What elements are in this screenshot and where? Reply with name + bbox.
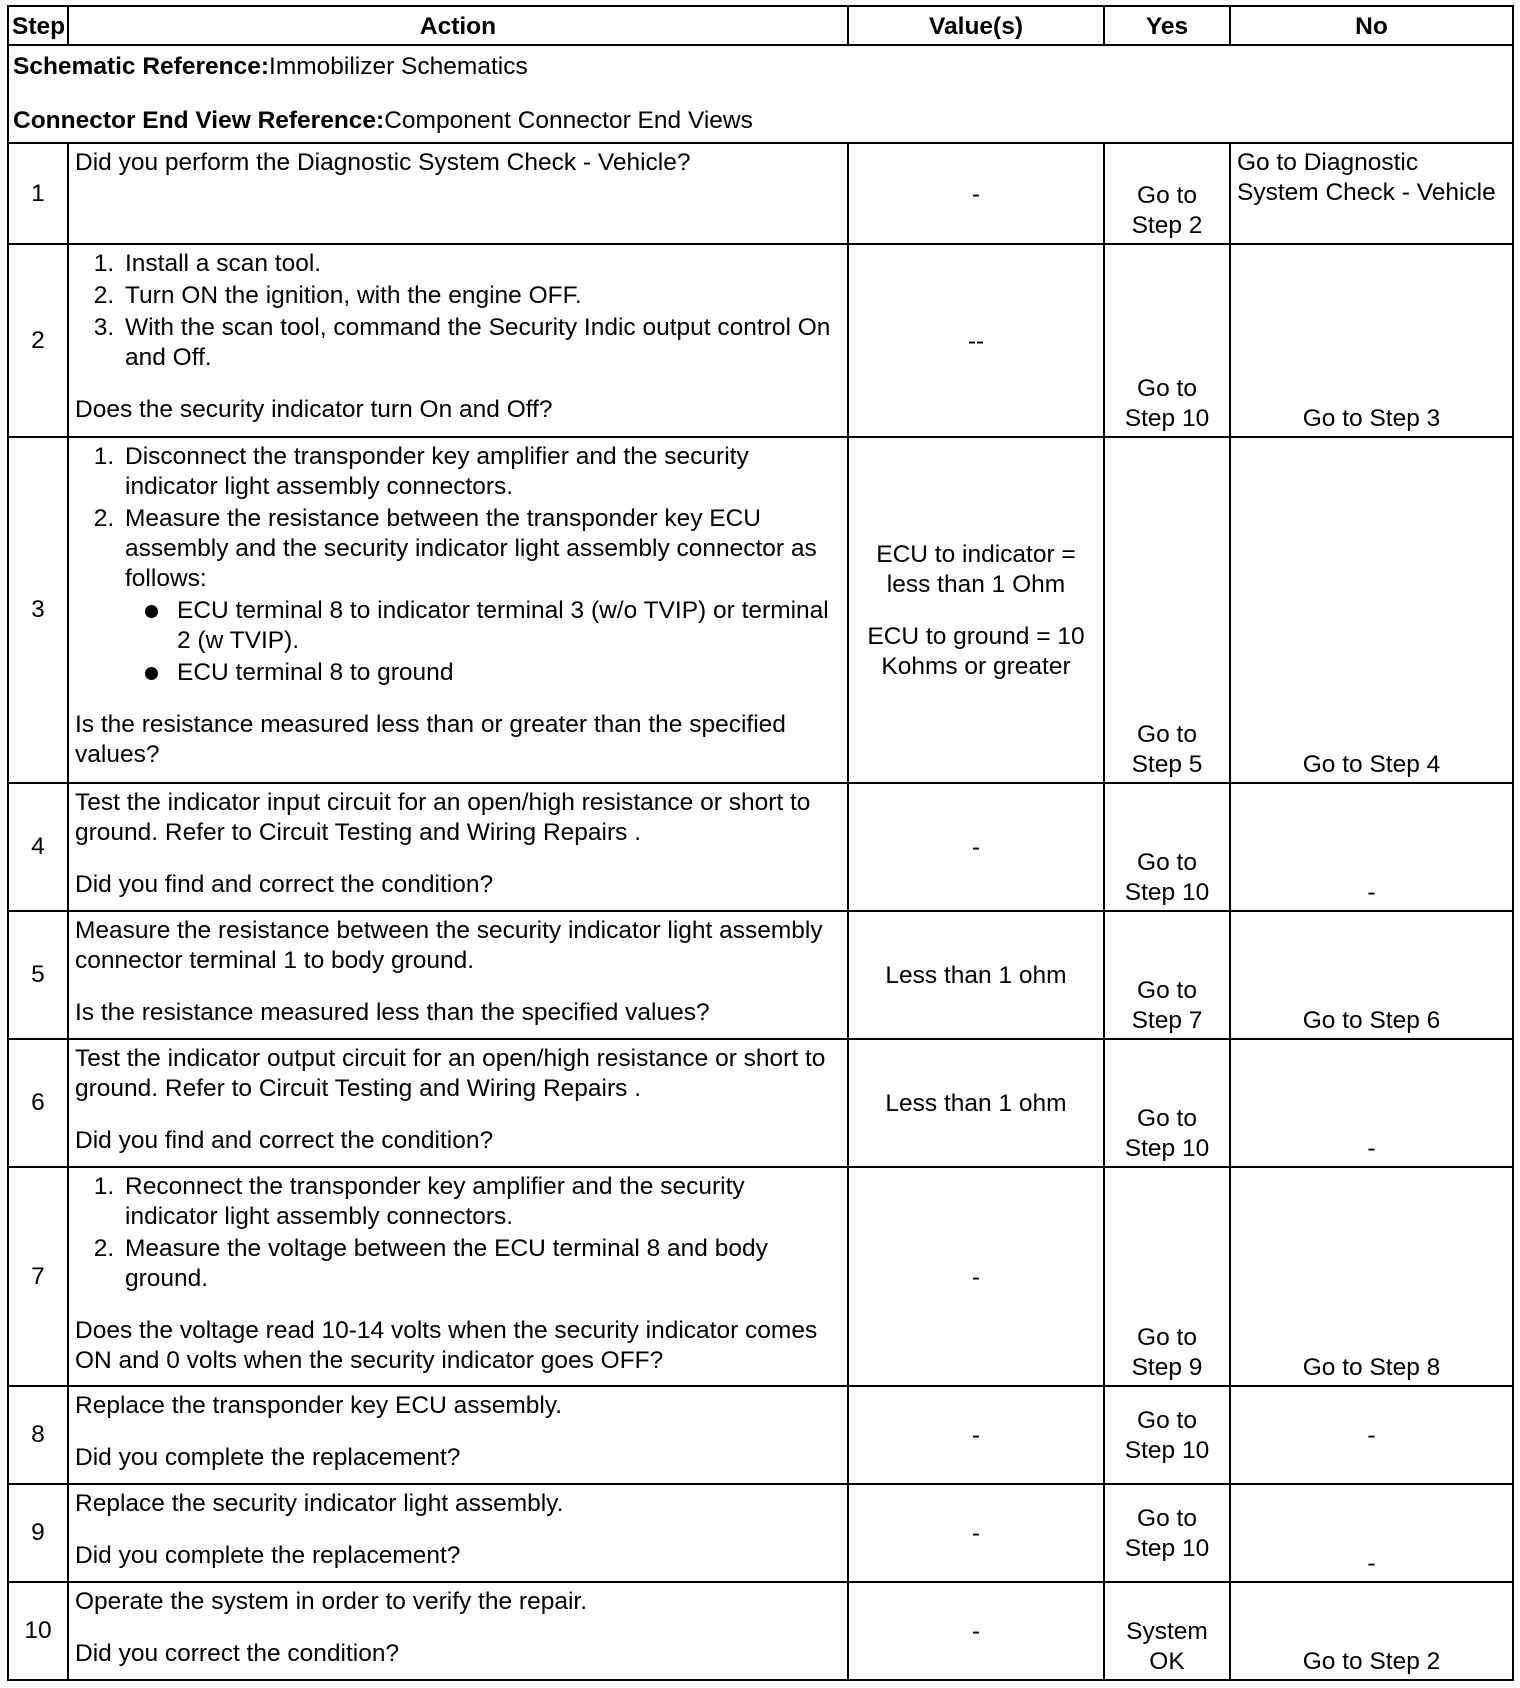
yes-line: Go to <box>1137 375 1197 402</box>
bullet-icon <box>145 667 158 680</box>
step-number: 9 <box>8 1484 68 1582</box>
yes-line: Go to <box>1137 1505 1197 1532</box>
reference-cell <box>8 45 1513 143</box>
action-text: Replace the security indicator light assembly. <box>75 1490 564 1517</box>
bullet-list <box>125 596 841 688</box>
yes-cell[interactable] <box>1104 143 1230 244</box>
connector-reference-label: Connector End View Reference: <box>13 107 385 134</box>
action-text: Did you perform the Diagnostic System Check - Vehicle? <box>75 149 691 176</box>
action-question: Did you find and correct the condition? <box>75 871 494 898</box>
yes-line: Step 7 <box>1131 1007 1203 1034</box>
action-cell <box>68 437 848 783</box>
reference-row <box>8 45 1513 143</box>
instruction-item: 2. Turn ON the ignition, with the engine OFF. <box>121 281 841 311</box>
value-cell <box>848 437 1104 783</box>
action-question: Did you complete the replacement? <box>75 1542 461 1569</box>
instruction-item: 2. Measure the voltage between the ECU terminal 8 and body ground. <box>121 1234 841 1294</box>
yes-line: Step 10 <box>1124 1437 1210 1464</box>
bullet-item <box>177 596 841 656</box>
yes-line: Step 2 <box>1131 212 1203 239</box>
step-row-6 <box>8 1039 1513 1167</box>
action-cell <box>68 1484 848 1582</box>
yes-line: Go to <box>1137 1407 1197 1434</box>
header-row <box>8 6 1513 45</box>
bullet-icon <box>145 605 158 618</box>
step-row-8 <box>8 1386 1513 1484</box>
step-number: 3 <box>8 437 68 783</box>
action-text: Measure the resistance between the security indicator light assembly connector terminal 1 to body ground. <box>75 917 823 974</box>
action-text: Replace the transponder key ECU assembly. <box>75 1392 563 1419</box>
yes-line: OK <box>1149 1648 1185 1675</box>
no-cell[interactable]: - <box>1230 783 1513 911</box>
instruction-list <box>75 249 841 373</box>
step-row-3 <box>8 437 1513 783</box>
instruction-item: 1. Reconnect the transponder key amplifier and the security indicator light assembly connectors. <box>121 1172 841 1232</box>
schematic-reference-link[interactable]: Immobilizer Schematics <box>269 53 528 80</box>
header-step: Step <box>8 6 68 45</box>
no-cell[interactable]: Go to Step 6 <box>1230 911 1513 1039</box>
step-row-5 <box>8 911 1513 1039</box>
action-cell <box>68 783 848 911</box>
action-text: Test the indicator output circuit for an open/high resistance or short to ground. Refer to Circuit Testing and Wiring Repairs . <box>75 1045 826 1102</box>
yes-cell[interactable] <box>1104 437 1230 783</box>
no-cell[interactable]: - <box>1230 1039 1513 1167</box>
yes-line: Go to <box>1137 721 1197 748</box>
action-question: Is the resistance measured less than the specified values? <box>75 999 710 1026</box>
yes-line: Step 5 <box>1131 751 1203 778</box>
schematic-reference <box>13 52 1508 82</box>
yes-cell[interactable] <box>1104 1039 1230 1167</box>
value-cell: - <box>848 1167 1104 1386</box>
no-cell[interactable]: Go to Step 4 <box>1230 437 1513 783</box>
yes-line: Step 10 <box>1124 405 1210 432</box>
action-cell <box>68 143 848 244</box>
connector-reference-link[interactable]: Component Connector End Views <box>384 107 753 134</box>
no-cell[interactable]: Go to Step 8 <box>1230 1167 1513 1386</box>
yes-line: Go to <box>1137 1105 1197 1132</box>
value-cell: - <box>848 783 1104 911</box>
yes-line: Go to <box>1137 977 1197 1004</box>
yes-cell[interactable] <box>1104 244 1230 437</box>
action-cell <box>68 911 848 1039</box>
connector-reference <box>13 106 1508 136</box>
no-cell[interactable]: Go to Step 3 <box>1230 244 1513 437</box>
step-number: 1 <box>8 143 68 244</box>
yes-line: Go to <box>1137 182 1197 209</box>
header-yes: Yes <box>1104 6 1230 45</box>
no-cell[interactable]: Go to Step 2 <box>1230 1582 1513 1680</box>
bullet-item <box>177 658 841 688</box>
yes-cell[interactable] <box>1104 783 1230 911</box>
instruction-item: 3. With the scan tool, command the Security Indic output control On and Off. <box>121 313 841 373</box>
instruction-item-text: Measure the resistance between the transponder key ECU assembly and the security indicator light assembly connector as follows: <box>125 505 817 592</box>
action-question: Is the resistance measured less than or greater than the specified values? <box>75 711 786 768</box>
step-row-7 <box>8 1167 1513 1386</box>
action-question: Did you find and correct the condition? <box>75 1127 494 1154</box>
step-number: 4 <box>8 783 68 911</box>
step-number: 7 <box>8 1167 68 1386</box>
instruction-item: 1. Install a scan tool. <box>121 249 841 279</box>
header-values: Value(s) <box>848 6 1104 45</box>
action-cell <box>68 1582 848 1680</box>
value-cell: - <box>848 1484 1104 1582</box>
bullet-text: ECU terminal 8 to ground <box>177 659 454 686</box>
action-question: Did you complete the replacement? <box>75 1444 461 1471</box>
step-number: 5 <box>8 911 68 1039</box>
value-cell: Less than 1 ohm <box>848 1039 1104 1167</box>
yes-line: Step 10 <box>1124 1135 1210 1162</box>
value-line: ECU to indicator = less than 1 Ohm <box>876 541 1076 598</box>
instruction-list <box>75 1172 841 1294</box>
instruction-item <box>121 504 841 688</box>
yes-line: Step 9 <box>1131 1354 1203 1381</box>
yes-cell[interactable] <box>1104 1484 1230 1582</box>
no-cell[interactable]: - <box>1230 1484 1513 1582</box>
value-cell: - <box>848 143 1104 244</box>
action-cell <box>68 1039 848 1167</box>
schematic-reference-label: Schematic Reference: <box>13 53 270 80</box>
step-row-4 <box>8 783 1513 911</box>
value-line: ECU to ground = 10 Kohms or greater <box>867 623 1085 680</box>
no-cell[interactable]: Go to Diagnostic System Check - Vehicle <box>1230 143 1513 244</box>
action-question: Does the voltage read 10-14 volts when the security indicator comes ON and 0 volts when the security indicator goes OFF? <box>75 1317 818 1374</box>
step-number: 2 <box>8 244 68 437</box>
no-cell[interactable]: - <box>1230 1386 1513 1484</box>
action-cell <box>68 1386 848 1484</box>
value-cell: -- <box>848 244 1104 437</box>
action-question: Did you correct the condition? <box>75 1640 400 1667</box>
action-question: Does the security indicator turn On and Off? <box>75 396 553 423</box>
yes-cell[interactable] <box>1104 1582 1230 1680</box>
yes-line: Go to <box>1137 1324 1197 1351</box>
yes-line: Step 10 <box>1124 879 1210 906</box>
value-cell: Less than 1 ohm <box>848 911 1104 1039</box>
step-row-2 <box>8 244 1513 437</box>
step-row-10 <box>8 1582 1513 1680</box>
action-text: Test the indicator input circuit for an open/high resistance or short to ground. Refer to Circuit Testing and Wiring Repairs . <box>75 789 811 846</box>
diagnostic-table <box>7 5 1514 1681</box>
step-number: 6 <box>8 1039 68 1167</box>
header-no: No <box>1230 6 1513 45</box>
diagnostic-table-document <box>7 5 1512 1675</box>
step-number: 10 <box>8 1582 68 1680</box>
yes-line: System <box>1126 1618 1208 1645</box>
yes-cell[interactable] <box>1104 1167 1230 1386</box>
action-text: Operate the system in order to verify the repair. <box>75 1588 588 1615</box>
yes-cell[interactable] <box>1104 1386 1230 1484</box>
step-row-1 <box>8 143 1513 244</box>
action-cell <box>68 1167 848 1386</box>
value-cell: - <box>848 1386 1104 1484</box>
step-row-9 <box>8 1484 1513 1582</box>
yes-line: Go to <box>1137 849 1197 876</box>
bullet-text: ECU terminal 8 to indicator terminal 3 (w/o TVIP) or terminal 2 (w TVIP). <box>177 597 829 654</box>
yes-line: Step 10 <box>1124 1535 1210 1562</box>
yes-cell[interactable] <box>1104 911 1230 1039</box>
action-cell <box>68 244 848 437</box>
instruction-item: 1. Disconnect the transponder key amplifier and the security indicator light assembly connectors. <box>121 442 841 502</box>
value-cell: - <box>848 1582 1104 1680</box>
header-action: Action <box>68 6 848 45</box>
step-number: 8 <box>8 1386 68 1484</box>
instruction-list <box>75 442 841 688</box>
